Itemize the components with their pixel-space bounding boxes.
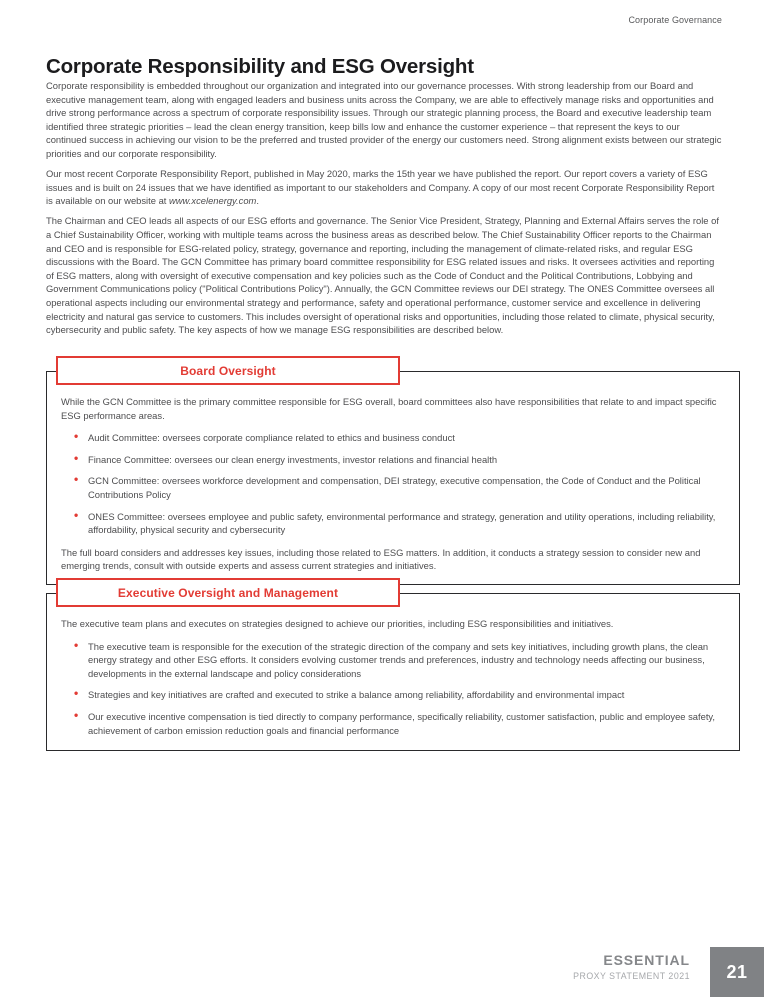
executive-oversight-bullet-list <box>61 640 725 738</box>
list-item: • GCN Committee: oversees workforce development and compensation, DEI strategy, executive compensation, the Code of Conduct and the Political Contributions Policy <box>61 474 725 501</box>
page-title: Corporate Responsibility and ESG Oversight <box>46 54 474 78</box>
board-oversight-bullet-list <box>61 431 725 537</box>
footer-brand-name: ESSENTIAL <box>603 952 690 968</box>
section-header-label: Corporate Governance <box>628 15 722 25</box>
paragraph-2-period: . <box>256 195 259 207</box>
list-item: • Audit Committee: oversees corporate compliance related to ethics and business conduct <box>61 431 725 445</box>
paragraph-2 <box>46 167 722 208</box>
board-oversight-label: Board Oversight <box>56 356 400 385</box>
list-item: • The executive team is responsible for the execution of the strategic direction of the company and sets key initiatives, including growth plans, the clean energy strategy and other ESG efforts. It considers evolving customer trends and preferences, industry and technology needs affecting our business, developments in the external landscape and policy considerations <box>61 640 725 681</box>
paragraph-2-text: Our most recent Corporate Responsibility Report, published in May 2020, marks the 15th year we have published the report. Our report covers a variety of ESG issues and is built on 24 issues that we have identified as important to our stakeholders and Company. A copy of our most recent Corporate Responsibility Report is available on our website at <box>46 168 715 207</box>
footer-brand <box>573 952 690 981</box>
executive-oversight-label: Executive Oversight and Management <box>56 578 400 607</box>
footer-brand-subtitle: PROXY STATEMENT 2021 <box>573 971 690 981</box>
list-item: • Finance Committee: oversees our clean energy investments, investor relations and financial health <box>61 453 725 467</box>
board-oversight-intro: While the GCN Committee is the primary committee responsible for ESG overall, board committees also have responsibilities that relate to and impact specific ESG performance areas. <box>61 396 717 421</box>
list-item: • ONES Committee: oversees employee and public safety, environmental performance and strategy, generation and utility operations, including reliability, affordability, physical security and cybersecurity <box>61 510 725 537</box>
paragraph-1: Corporate responsibility is embedded throughout our organization and integrated into our governance processes. With strong leadership from our Board and executive management team, along with engaged leaders and business units across the Company, we are able to effectively manage risks and opportunities and drive strong performance across a spectrum of corporate responsibility issues. Through our strategic planning process, the Board and executive leadership team identified three strategic priorities – lead the clean energy transition, keep bills low and enhance the customer experience – that represent the keys to our continued success in achieving our vision to be the preferred and trusted provider of the energy our customers need. Strong alignment exists between our strategic priorities and our corporate responsibility. <box>46 80 722 159</box>
list-item: • Strategies and key initiatives are crafted and executed to strike a balance among reliability, affordability and environmental impact <box>61 688 725 702</box>
executive-oversight-intro: The executive team plans and executes on strategies designed to achieve our priorities, including ESG responsibilities and initiatives. <box>61 618 614 629</box>
page-number-badge: 21 <box>710 947 764 997</box>
executive-oversight-box <box>46 585 740 751</box>
paragraph-3: The Chairman and CEO leads all aspects of our ESG efforts and governance. The Senior Vice President, Strategy, Planning and External Affairs serves the role of a Chief Sustainability Officer, working with multiple teams across the business areas as described below. The Chief Sustainability Officer reports to the Chairman and CEO and is responsible for ESG-related policy, strategy, governance and reporting, including the management of climate-related risks, and regular ESG discussions with the Board. The GCN Committee has primary board committee responsibility for ESG related issues and risks. It oversees activities and reporting of ESG matters, along with oversight of executive compensation and key policies such as the Code of Conduct and the Political Contributions, Lobbying and Government Communications policy ("Political Contributions Policy"). Annually, the GCN Committee reviews our DEI strategy. The ONES Committee oversees all operational aspects including our environmental strategy and performance, safety and operational performance, customer service and excellence in delivering electricity and natural gas service to customers. This includes oversight of operational risks and opportunities, including those related to climate, physical security, cybersecurity and public safety. The key aspects of how we manage ESG responsibilities are described below. <box>46 215 719 336</box>
list-item: • Our executive incentive compensation is tied directly to company performance, specifically reliability, customer satisfaction, public and employee safety, achievement of carbon emission reduction goals and financial performance <box>61 710 725 737</box>
website-url: www.xcelenergy.com <box>169 195 257 207</box>
board-oversight-box <box>46 363 740 585</box>
board-oversight-outro: The full board considers and addresses key issues, including those related to ESG matters. In addition, it conducts a strategy session to consider new and emerging trends, consult with outside experts and assess current strategies and initiatives. <box>61 546 701 572</box>
intro-text-block <box>46 79 722 343</box>
